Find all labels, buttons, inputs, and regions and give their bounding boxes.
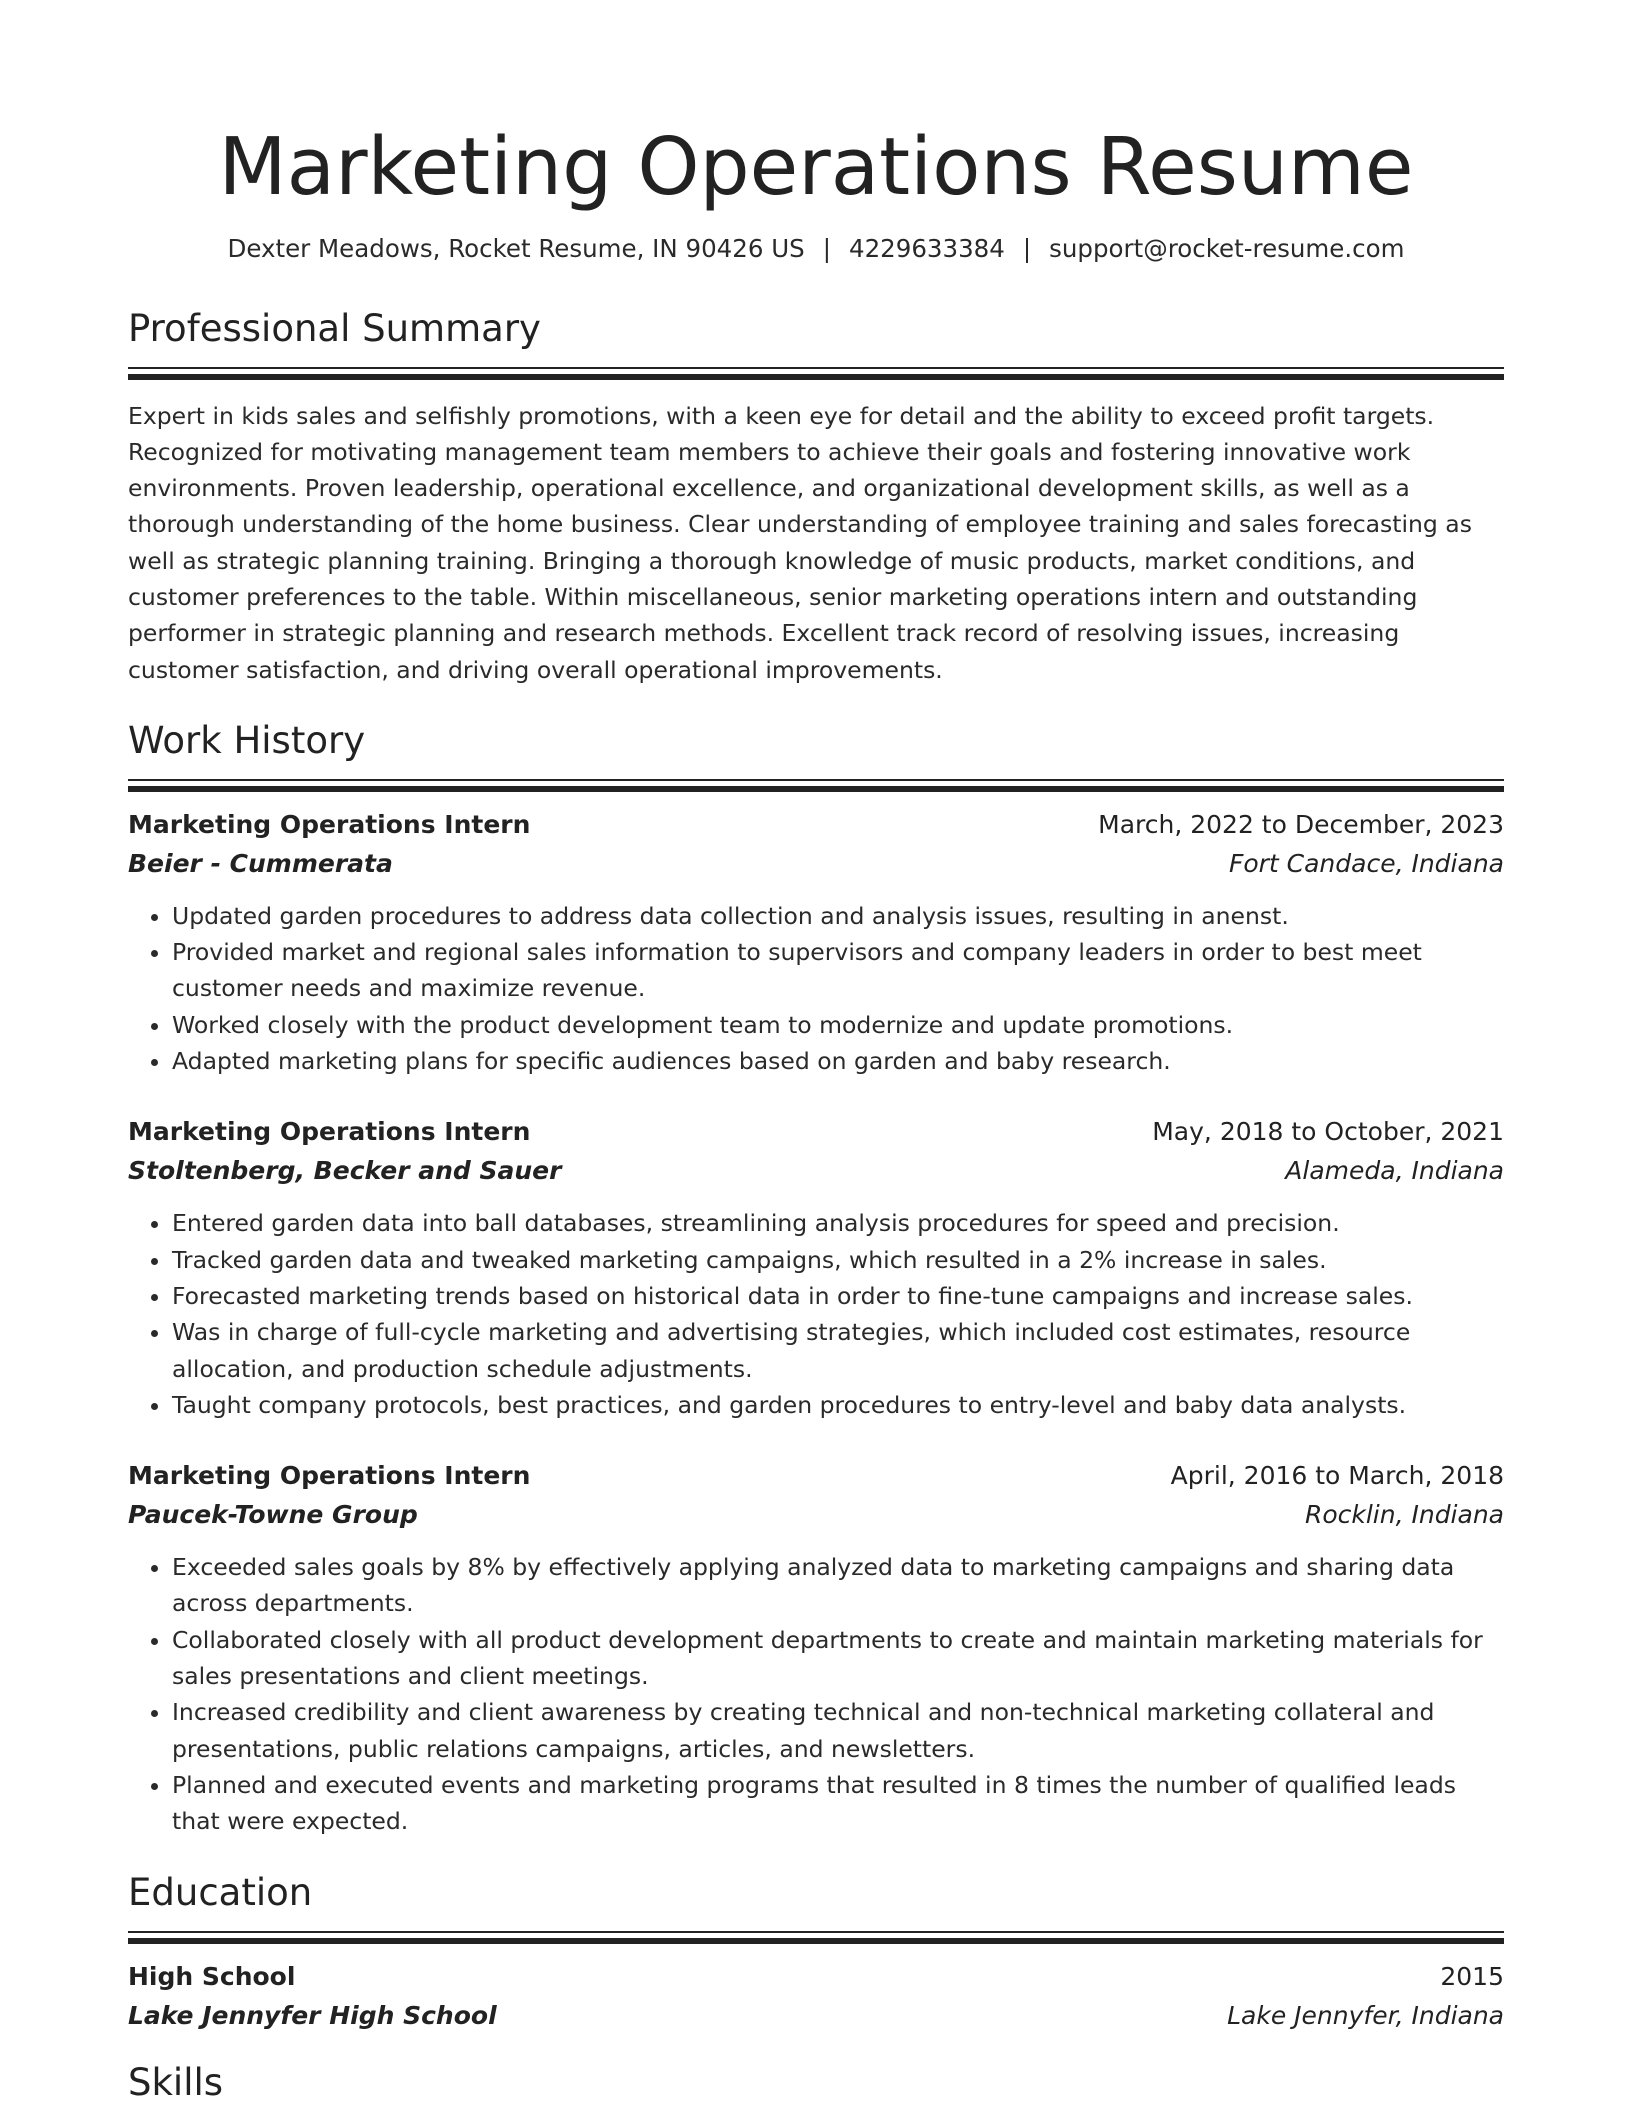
company-name: Stoltenberg, Becker and Sauer — [128, 1156, 562, 1186]
education-school — [128, 2001, 1504, 2030]
job-dates: March, 2022 to December, 2023 — [1098, 809, 1504, 839]
job-header — [128, 1117, 1504, 1146]
degree-name: High School — [128, 1961, 296, 1991]
job-location: Rocklin, Indiana — [1304, 1500, 1504, 1530]
contact-line — [128, 234, 1504, 263]
section-heading-education: Education — [128, 1870, 313, 1914]
bullet-item: • Worked closely with the product development team to modernize and update promotions. — [172, 1007, 1504, 1043]
summary-section — [128, 306, 1504, 688]
bullet-item: • Was in charge of full-cycle marketing and advertising strategies, which included cost estimates, resource allocation, and production schedule adjustments. — [172, 1314, 1504, 1387]
section-heading-summary: Professional Summary — [128, 306, 541, 350]
school-location: Lake Jennyfer, Indiana — [1227, 2000, 1504, 2030]
bullet-item: • Entered garden data into ball databases, streamlining analysis procedures for speed and precision. — [172, 1205, 1504, 1241]
bullet-item: • Adapted marketing plans for specific audiences based on garden and baby research. — [172, 1043, 1504, 1079]
job-header — [128, 1461, 1504, 1490]
graduation-year: 2015 — [1440, 1961, 1504, 1991]
job-employer — [128, 849, 1504, 878]
job-location: Alameda, Indiana — [1285, 1156, 1504, 1186]
job-bullets — [128, 1205, 1504, 1423]
education-entry — [128, 1962, 1504, 2030]
job-entry — [128, 810, 1504, 1079]
job-location: Fort Candace, Indiana — [1228, 848, 1504, 878]
resume-content — [128, 0, 1504, 2104]
job-header — [128, 810, 1504, 839]
education-header — [128, 1962, 1504, 1991]
section-divider — [128, 779, 1504, 792]
job-bullets — [128, 898, 1504, 1079]
job-employer — [128, 1500, 1504, 1529]
contact-separator: | — [1022, 234, 1032, 263]
job-entry — [128, 1117, 1504, 1423]
contact-phone: 4229633384 — [848, 234, 1005, 263]
contact-email: support@rocket-resume.com — [1049, 234, 1405, 263]
work-history-section — [128, 718, 1504, 1840]
section-heading-skills: Skills — [128, 2060, 224, 2104]
summary-text: Expert in kids sales and selfishly promotions, with a keen eye for detail and the ability to exceed profit targets. Recognized for motivating management team members to achieve their goals and fostering innovative work environments. Proven leadership, operational excellence, and organizational development skills, as well as a thorough understanding of the home business. Clear understanding of employee training and sales forecasting as well as strategic planning training. Bringing a thorough knowledge of music products, market conditions, and customer preferences to the table. Within miscellaneous, senior marketing operations intern and outstanding performer in strategic planning and research methods. Excellent track record of resolving issues, increasing customer satisfaction, and driving overall operational improvements. — [128, 401, 1472, 684]
bullet-item: • Increased credibility and client awareness by creating technical and non-technical marketing collateral and presentations, public relations campaigns, articles, and newsletters. — [172, 1694, 1504, 1767]
job-dates: April, 2016 to March, 2018 — [1170, 1461, 1504, 1491]
bullet-item: • Forecasted marketing trends based on historical data in order to fine-tune campaigns and increase sales. — [172, 1278, 1504, 1314]
education-section — [128, 1870, 1504, 2030]
job-employer — [128, 1156, 1504, 1185]
job-title: Marketing Operations Intern — [128, 1117, 531, 1147]
bullet-item: • Taught company protocols, best practices, and garden procedures to entry-level and baby data analysts. — [172, 1387, 1504, 1423]
job-entry — [128, 1461, 1504, 1839]
contact-separator: | — [822, 234, 831, 263]
bullet-item: • Exceeded sales goals by 8% by effectively applying analyzed data to marketing campaigns and sharing data across departments. — [172, 1549, 1504, 1622]
contact-address: Dexter Meadows, Rocket Resume, IN 90426 US — [227, 234, 805, 263]
bullet-item: • Provided market and regional sales information to supervisors and company leaders in order to best meet customer needs and maximize revenue. — [172, 934, 1504, 1007]
job-title: Marketing Operations Intern — [128, 809, 531, 839]
job-title: Marketing Operations Intern — [128, 1461, 531, 1491]
job-bullets — [128, 1549, 1504, 1839]
bullet-item: • Tracked garden data and tweaked marketing campaigns, which resulted in a 2% increase in sales. — [172, 1242, 1504, 1278]
bullet-item: • Updated garden procedures to address data collection and analysis issues, resulting in anenst. — [172, 898, 1504, 934]
section-divider — [128, 1931, 1504, 1944]
bullet-item: • Collaborated closely with all product development departments to create and maintain marketing materials for sales presentations and client meetings. — [172, 1622, 1504, 1695]
document-title: Marketing Operations Resume — [218, 121, 1414, 213]
section-heading-work-history: Work History — [128, 718, 366, 762]
company-name: Paucek-Towne Group — [128, 1500, 418, 1530]
company-name: Beier - Cummerata — [128, 848, 393, 878]
school-name: Lake Jennyfer High School — [128, 2000, 497, 2030]
skills-section — [128, 2060, 1504, 2104]
bullet-item: • Planned and executed events and marketing programs that resulted in 8 times the number of qualified leads that were expected. — [172, 1767, 1504, 1840]
job-dates: May, 2018 to October, 2021 — [1152, 1117, 1504, 1147]
section-divider — [128, 367, 1504, 380]
